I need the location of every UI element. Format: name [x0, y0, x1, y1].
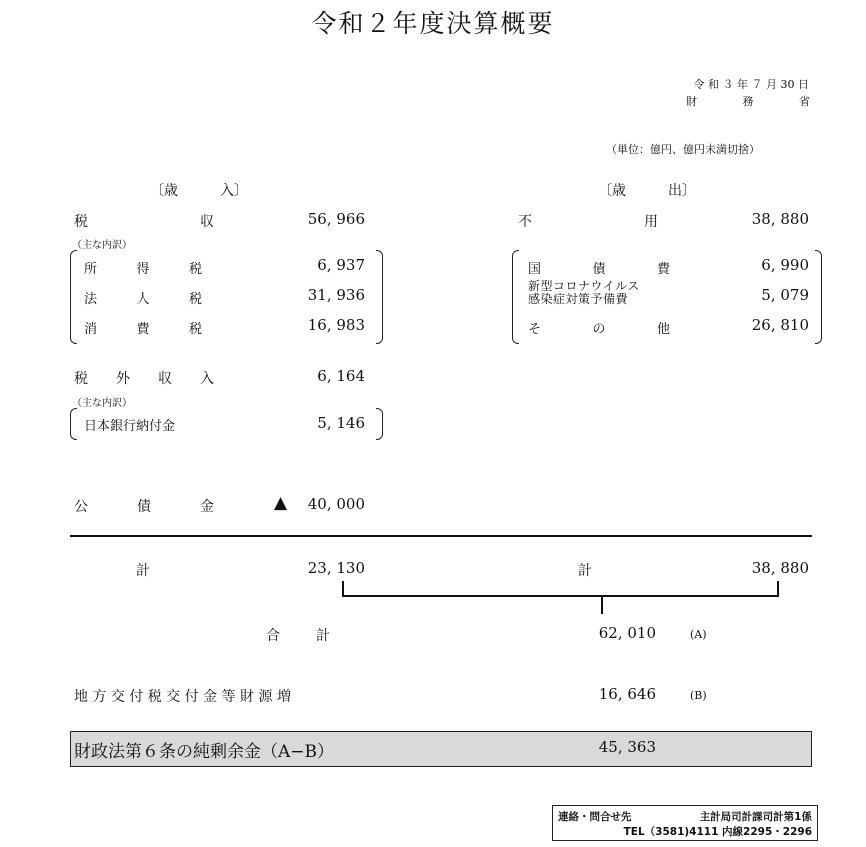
- connector-left: [342, 581, 344, 596]
- contact-department: 主計局司計課司計第1係: [699, 811, 812, 823]
- net-surplus-label: 財政法第６条の純剰余金（A−B）: [74, 742, 335, 762]
- net-surplus-value: 45, 363: [598, 738, 656, 756]
- label-char: 債: [592, 262, 606, 277]
- label-char: 債: [137, 499, 151, 515]
- label-char: そ: [528, 322, 542, 337]
- corporate-tax-label: [84, 288, 202, 307]
- label-char: 用: [644, 214, 658, 230]
- unit-note: （単位：億円、億円未満切捨）: [606, 143, 760, 156]
- connector-bottom: [342, 595, 779, 597]
- unused-value: 38, 880: [751, 210, 809, 228]
- decrease-triangle-icon: ▲: [274, 493, 288, 513]
- label-char: 得: [136, 262, 150, 277]
- label-char: 収: [158, 371, 172, 387]
- label-char: 税: [188, 322, 202, 337]
- revenue-total-label: 計: [136, 563, 150, 579]
- other-label: [528, 318, 670, 337]
- label-char: 税: [188, 292, 202, 307]
- covid-reserve-line2: 感染症対策予備費: [528, 292, 629, 306]
- combined-total-value: 62, 010: [598, 624, 656, 642]
- contact-box: [552, 805, 818, 841]
- income-tax-label: [84, 258, 202, 277]
- other-value: 26, 810: [751, 316, 809, 334]
- combined-total-tag: (A): [690, 628, 707, 641]
- contact-label: 連絡・問合せ先: [558, 811, 632, 823]
- ministry-char: 財: [686, 95, 697, 108]
- debt-service-value: 6, 990: [761, 256, 809, 274]
- bracket-right: [376, 250, 383, 344]
- bracket-right: [815, 250, 822, 344]
- local-allocation-value: 16, 646: [598, 685, 656, 703]
- consumption-tax-label: [84, 318, 202, 337]
- bond-label: [74, 496, 214, 516]
- ministry-char: 省: [799, 95, 810, 108]
- label-char: 他: [656, 322, 670, 337]
- consumption-tax-value: 16, 983: [307, 316, 365, 334]
- label-char: 収: [200, 214, 214, 230]
- tax-revenue-label: [74, 211, 214, 231]
- connector-right: [777, 581, 779, 596]
- label-char: 国: [528, 262, 542, 277]
- revenue-header: 〔歳 入〕: [150, 183, 248, 199]
- label-char: 費: [136, 322, 150, 337]
- covid-reserve-label: [528, 280, 640, 306]
- label-char: 公: [74, 499, 88, 515]
- label-char: 合: [266, 628, 280, 644]
- corporate-tax-value: 31, 936: [307, 286, 365, 304]
- tax-breakdown-note: （主な内訳）: [72, 240, 132, 251]
- revenue-total-value: 23, 130: [307, 559, 365, 577]
- expenditure-total-value: 38, 880: [751, 559, 809, 577]
- bond-value: 40, 000: [307, 495, 365, 513]
- unused-label: [518, 211, 658, 231]
- expenditure-total-label: 計: [578, 563, 592, 579]
- label-char: 税: [74, 214, 88, 230]
- label-char: 法: [84, 292, 98, 307]
- label-char: 計: [316, 628, 330, 644]
- local-allocation-tag: (B): [690, 689, 707, 702]
- combined-total-label: [266, 625, 330, 645]
- bracket-left: [512, 250, 519, 344]
- covid-reserve-line1: 新型コロナウイルス: [528, 279, 640, 293]
- connector-center: [601, 595, 603, 614]
- nontax-revenue-label: [74, 368, 214, 388]
- nontax-breakdown-note: （主な内訳）: [72, 398, 132, 409]
- page-title: 令和２年度決算概要: [311, 9, 555, 38]
- label-char: 人: [136, 292, 150, 307]
- separator-line: [70, 535, 812, 537]
- label-char: 所: [84, 262, 98, 277]
- report-date: 令 和 ３ 年 ７ 月 30 日: [693, 78, 809, 91]
- ministry-name: [686, 93, 810, 109]
- debt-service-label: [528, 258, 670, 277]
- ministry-char: 務: [742, 95, 754, 108]
- contact-phone: TEL（3581)4111 内線2295・2296: [623, 826, 812, 838]
- covid-reserve-value: 5, 079: [761, 286, 809, 304]
- boj-payment-value: 5, 146: [317, 414, 365, 432]
- label-char: 入: [200, 371, 214, 387]
- label-char: 金: [200, 499, 214, 515]
- expenditure-header: 〔歳 出〕: [598, 183, 696, 199]
- label-char: 税: [74, 371, 88, 387]
- bracket-left: [70, 250, 77, 344]
- nontax-revenue-value: 6, 164: [317, 367, 365, 385]
- label-char: 外: [116, 371, 130, 387]
- local-allocation-label: 地 方 交 付 税 交 付 金 等 財 源 増: [74, 689, 291, 705]
- tax-revenue-value: 56, 966: [307, 210, 365, 228]
- label-char: 税: [188, 262, 202, 277]
- label-char: 不: [518, 214, 532, 230]
- bracket-left: [70, 408, 77, 440]
- label-char: 消: [84, 322, 98, 337]
- income-tax-value: 6, 937: [317, 256, 365, 274]
- boj-payment-label: 日本銀行納付金: [84, 419, 176, 434]
- bracket-right: [376, 408, 383, 440]
- label-char: 費: [656, 262, 670, 277]
- label-char: の: [592, 322, 606, 337]
